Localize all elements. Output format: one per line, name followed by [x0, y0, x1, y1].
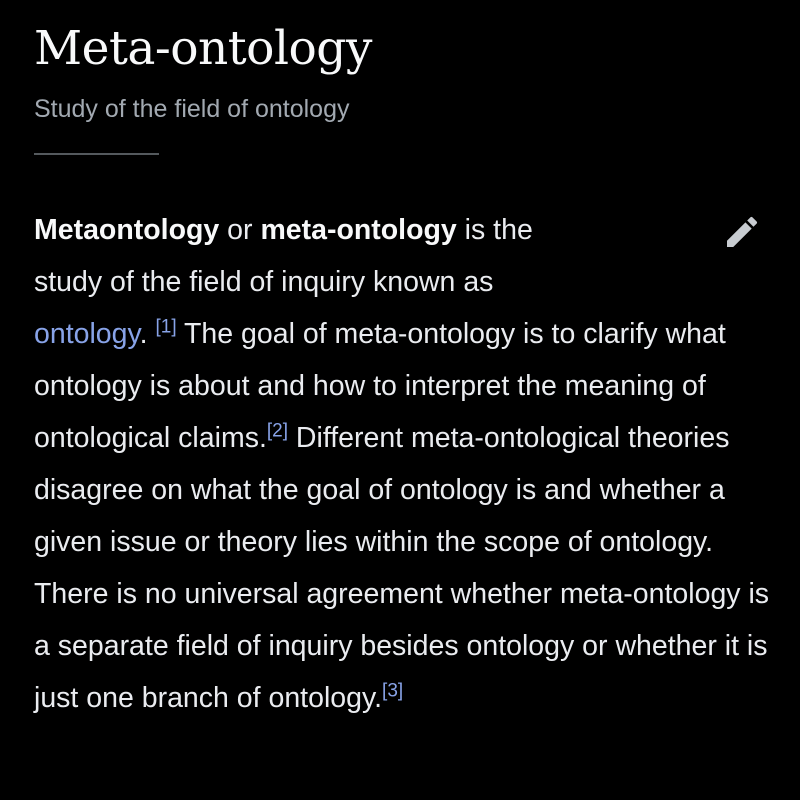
- paragraph-text: is the: [456, 214, 533, 246]
- page-title: Meta-ontology: [34, 21, 372, 76]
- citation-2[interactable]: [2]: [266, 420, 288, 442]
- title-divider: [34, 153, 159, 155]
- lead-paragraph: [34, 204, 774, 724]
- bold-term-meta-ontology: meta-ontology: [260, 214, 457, 246]
- citation-3[interactable]: [3]: [382, 680, 404, 702]
- citation-1[interactable]: [1]: [155, 316, 177, 338]
- paragraph-text: study of the field of inquiry known as: [34, 266, 494, 298]
- paragraph-text: Different meta-ontological theories disagree on what the goal of ontology is and whether a given issue or theory lies within the scope of ontology. There is no universal agreement whether meta-ontology is a separate field of inquiry besides ontology or whether it is just one branch of ontology.: [34, 422, 770, 714]
- page-subtitle: Study of the field of ontology: [34, 95, 350, 123]
- paragraph-text: .: [139, 318, 148, 350]
- paragraph-text: or: [219, 214, 261, 246]
- paragraph-text: The goal of meta-ontology is to clarify what ontology is about and how to interpret the meaning of ontological claims.: [34, 318, 726, 454]
- ontology-link[interactable]: ontology: [34, 318, 140, 350]
- bold-term-metaontology: Metaontology: [34, 214, 220, 246]
